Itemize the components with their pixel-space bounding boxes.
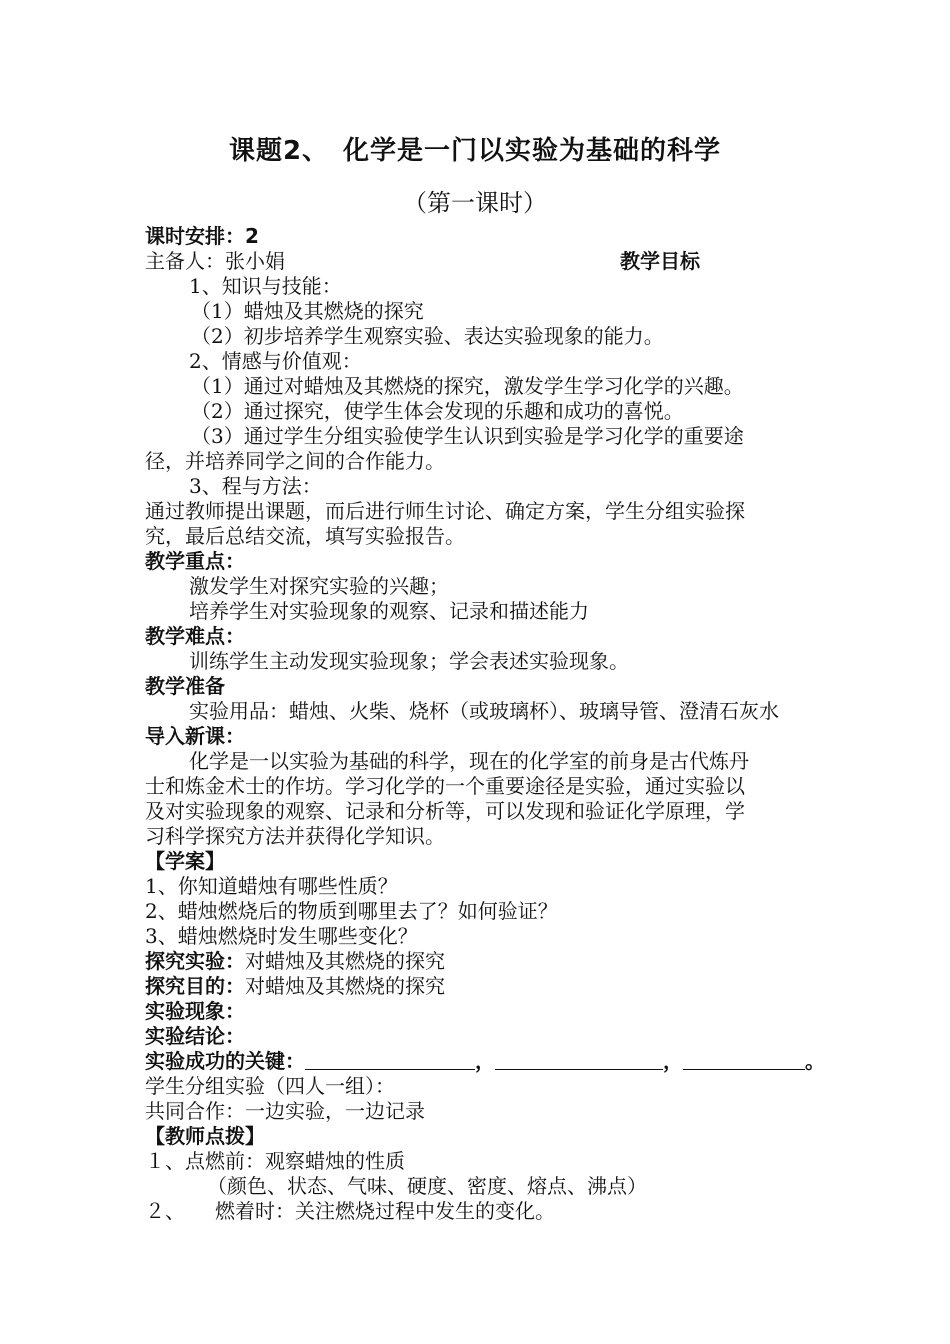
emotion-heading: 2、情感与价值观： [189,349,362,373]
study-question-2: 2、蜡烛燃烧后的物质到哪里去了？如何验证？ [145,899,558,923]
process-text-2: 究，最后总结交流，填写实验报告。 [145,524,465,548]
knowledge-item-2: （2）初步培养学生观察实验、表达实验现象的能力。 [191,324,664,348]
emotion-item-3: （3）通过学生分组实验使学生认识到实验是学习化学的重要途 [191,424,744,448]
intro-text-1: 化学是一以实验为基础的科学，现在的化学室的前身是古代炼丹 [189,749,749,773]
preparer-row [145,249,815,274]
teacher-item-1-detail: （颜色、状态、气味、硬度、密度、熔点、沸点） [207,1174,647,1198]
difficulty-item-1: 训练学生主动发现实验现象；学会表述实验现象。 [189,649,629,673]
knowledge-item-1: （1）蜡烛及其燃烧的探究 [191,299,424,323]
teacher-item-2: ２、 燃着时：关注燃烧过程中发生的变化。 [145,1199,555,1223]
explore-value: 对蜡烛及其燃烧的探究 [245,949,445,973]
conclusion-label: 实验结论： [145,1024,245,1048]
teacher-item-1: １、点燃前：观察蜡烛的性质 [145,1149,405,1173]
purpose-label: 探究目的： [145,974,245,998]
explore-label: 探究实验： [145,949,245,973]
intro-text-2: 士和炼金术士的作坊。学习化学的一个重要途径是实验，通过实验以 [145,774,745,798]
group-text-1: 学生分组实验（四人一组）： [145,1074,395,1098]
teacher-heading: 【教师点拨】 [145,1124,265,1148]
document-body [145,224,825,1224]
explore-row [145,949,815,974]
process-text-1: 通过教师提出课题，而后进行师生讨论、确定方案，学生分组实验探 [145,499,745,523]
knowledge-heading: 1、知识与技能： [189,274,342,298]
key-separator-1: ， [475,1049,495,1073]
group-text-2: 共同合作：一边实验，一边记录 [145,1099,425,1123]
purpose-row [145,974,815,999]
study-heading: 【学案】 [145,849,225,873]
key-separator-2: ， [663,1049,683,1073]
objectives-heading: 教学目标 [620,249,700,273]
focus-item-1: 激发学生对探究实验的兴趣； [189,574,449,598]
purpose-value: 对蜡烛及其燃烧的探究 [245,974,445,998]
emotion-item-1: （1）通过对蜡烛及其燃烧的探究，激发学生学习化学的兴趣。 [191,374,744,398]
preparation-item-1: 实验用品：蜡烛、火柴、烧杯（或玻璃杯）、玻璃导管、澄清石灰水 [189,699,779,723]
schedule-line: 课时安排：2 [145,224,259,248]
key-row [145,1049,825,1074]
key-blank-3[interactable] [683,1051,805,1070]
key-end: 。 [805,1049,825,1073]
difficulty-heading: 教学难点： [145,624,245,648]
key-blank-2[interactable] [495,1051,663,1070]
emotion-item-3-cont: 径，并培养同学之间的合作能力。 [145,449,445,473]
key-label: 实验成功的关键： [145,1049,305,1073]
emotion-item-2: （2）通过探究，使学生体会发现的乐趣和成功的喜悦。 [191,399,684,423]
intro-text-4: 习科学探究方法并获得化学知识。 [145,824,445,848]
study-question-1: 1、你知道蜡烛有哪些性质？ [145,874,398,898]
focus-heading: 教学重点： [145,549,245,573]
intro-heading: 导入新课： [145,724,245,748]
page-title: 课题2、 化学是一门以实验为基础的科学 [228,136,722,166]
preparation-heading: 教学准备 [145,674,225,698]
page-subtitle: （第一课时） [403,189,547,217]
process-heading: 3、程与方法： [189,474,322,498]
key-blank-1[interactable] [305,1051,475,1070]
phenomenon-label: 实验现象： [145,999,245,1023]
focus-item-2: 培养学生对实验现象的观察、记录和描述能力 [189,599,589,623]
intro-text-3: 及对实验现象的观察、记录和分析等，可以发现和验证化学原理，学 [145,799,745,823]
preparer: 主备人：张小娟 [145,249,285,273]
study-question-3: 3、蜡烛燃烧时发生哪些变化？ [145,924,418,948]
